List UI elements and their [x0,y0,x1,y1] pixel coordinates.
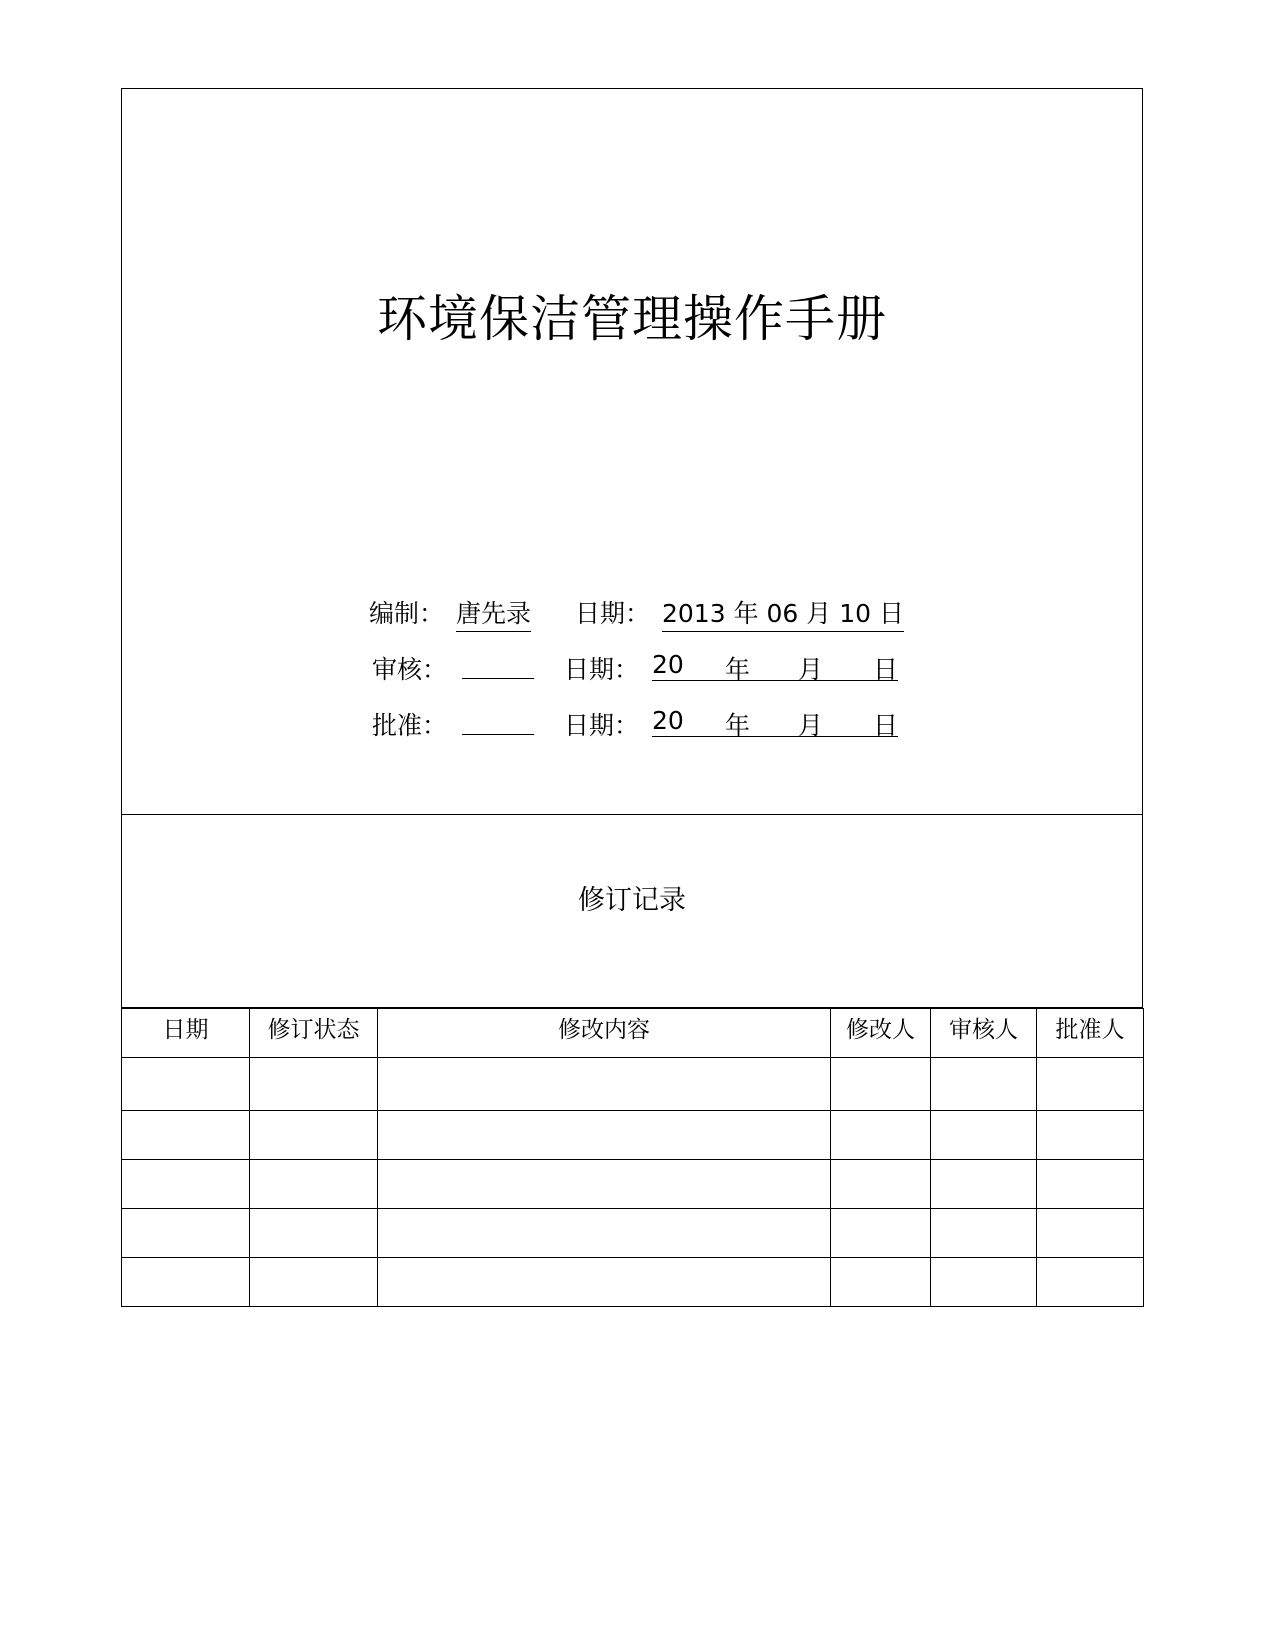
table-cell [250,1058,378,1111]
compiled-date-label: 日期： [575,599,651,628]
table-cell [122,1111,250,1160]
table-cell [378,1111,831,1160]
table-cell [378,1258,831,1307]
table-row [122,1258,1144,1307]
table-cell [378,1058,831,1111]
table-cell [931,1209,1037,1258]
table-cell [831,1160,931,1209]
table-cell [831,1209,931,1258]
approved-month: 月 [798,711,824,740]
table-cell [122,1209,250,1258]
col-reviewer: 审核人 [931,1009,1037,1058]
reviewed-day: 日 [873,655,899,684]
revision-table [121,1008,1144,1307]
table-cell [831,1058,931,1111]
reviewed-date-label: 日期： [564,655,640,684]
reviewed-month: 月 [798,655,824,684]
table-row [122,1111,1144,1160]
cover-box [121,88,1143,815]
col-revision-status: 修订状态 [250,1009,378,1058]
reviewed-signature-blank [462,652,534,679]
reviewed-date-blank [652,650,899,684]
approved-day: 日 [873,711,899,740]
approved-date-prefix: 20 [652,706,684,735]
compiled-label: 编制： [369,599,445,628]
col-change-content: 修改内容 [378,1009,831,1058]
table-cell [1037,1209,1144,1258]
table-row [122,1058,1144,1111]
col-modifier: 修改人 [831,1009,931,1058]
table-cell [931,1258,1037,1307]
compiled-row [122,594,1142,634]
table-cell [250,1160,378,1209]
approved-year: 年 [725,711,751,740]
reviewed-row [122,650,1142,690]
table-cell [1037,1258,1144,1307]
table-cell [931,1111,1037,1160]
col-date: 日期 [122,1009,250,1058]
table-cell [831,1111,931,1160]
reviewed-label: 审核： [372,655,448,684]
reviewed-date-prefix: 20 [652,650,684,679]
table-cell [250,1111,378,1160]
document-title: 环境保洁管理操作手册 [377,290,887,348]
approved-label: 批准： [372,711,448,740]
table-cell [1037,1058,1144,1111]
table-cell [1037,1160,1144,1209]
col-approver: 批准人 [1037,1009,1144,1058]
table-cell [378,1160,831,1209]
table-cell [831,1258,931,1307]
revision-title: 修订记录 [578,885,686,916]
table-cell [931,1058,1037,1111]
table-cell [250,1209,378,1258]
table-row [122,1160,1144,1209]
compiled-name: 唐先录 [456,594,531,632]
revision-header-box [121,814,1143,1008]
table-cell [122,1058,250,1111]
approved-date-blank [652,706,899,740]
approved-row [122,706,1142,746]
table-cell [1037,1111,1144,1160]
compiled-date: 2013 年 06 月 10 日 [662,594,904,632]
table-cell [122,1258,250,1307]
table-cell [378,1209,831,1258]
approved-date-label: 日期： [564,711,640,740]
approved-signature-blank [462,708,534,735]
table-cell [122,1160,250,1209]
reviewed-year: 年 [725,655,751,684]
table-cell [250,1258,378,1307]
revision-table-header [122,1009,1144,1058]
table-row [122,1209,1144,1258]
table-cell [931,1160,1037,1209]
